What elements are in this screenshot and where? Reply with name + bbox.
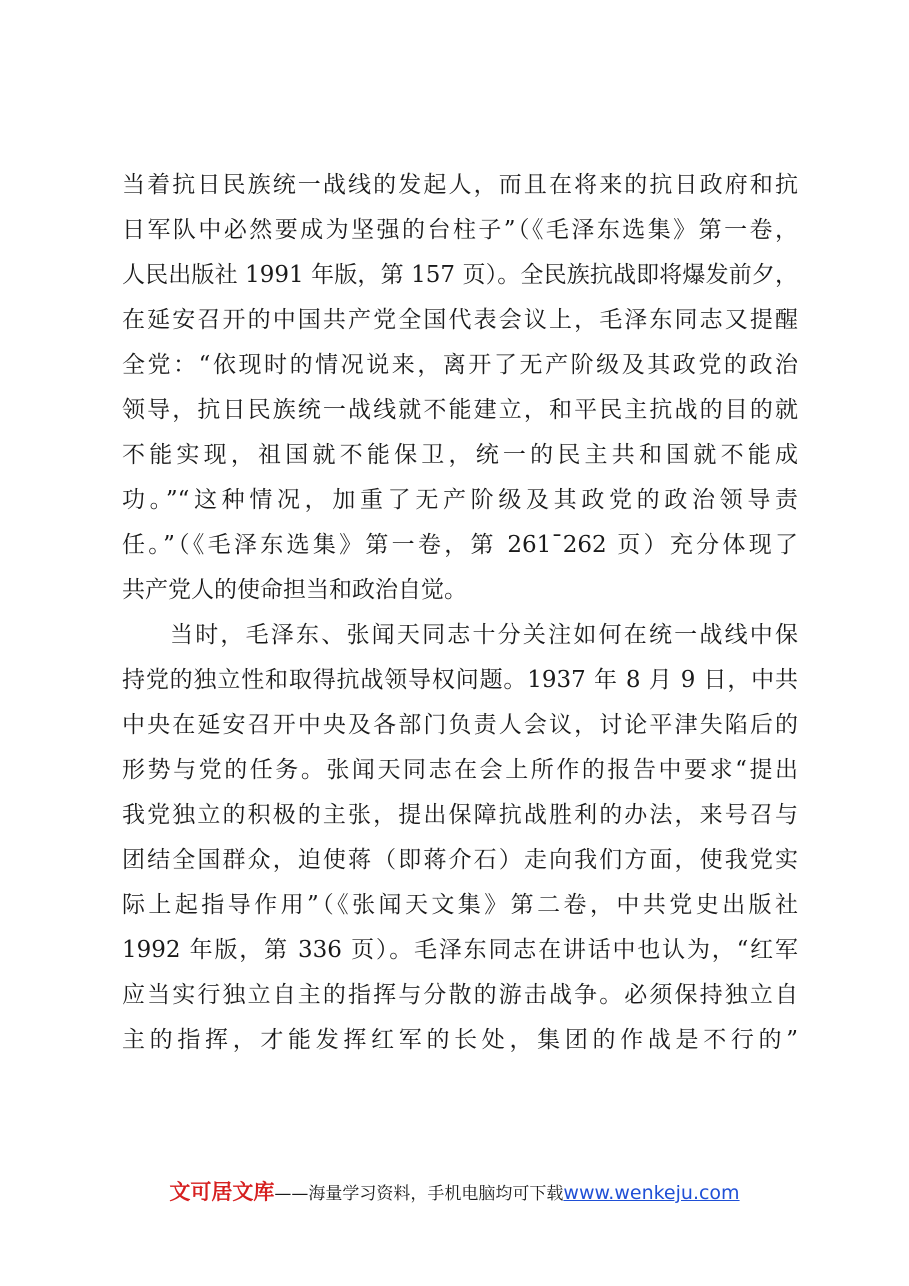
footer-brand: 文可居文库	[169, 1180, 275, 1204]
footer-url-link[interactable]: www.wenkeju.com	[563, 1182, 740, 1204]
text-line: 1992 年版，第 336 页）。毛泽东同志在讲话中也认为，“红军	[122, 937, 798, 963]
text-line: 形势与党的任务。张闻天同志在会上所作的报告中要求“提出	[122, 757, 798, 783]
paragraph-start-line: 当时，毛泽东、张闻天同志十分关注如何在统一战线中保	[170, 622, 798, 648]
text-line: 全党：“依现时的情况说来，离开了无产阶级及其政党的政治	[122, 352, 798, 378]
text-line: 中央在延安召开中央及各部门负责人会议，讨论平津失陷后的	[122, 712, 798, 738]
footer-tagline: ——海量学习资料，手机电脑均可下载	[274, 1184, 564, 1204]
text-line: 持党的独立性和取得抗战领导权问题。1937 年 8 月 9 日，中共	[122, 667, 798, 693]
text-line: 应当实行独立自主的指挥与分散的游击战争。必须保持独立自	[122, 982, 798, 1008]
text-line: 领导，抗日民族统一战线就不能建立，和平民主抗战的目的就	[122, 397, 798, 423]
text-line: 日军队中必然要成为坚强的台柱子”（《毛泽东选集》第一卷，	[122, 217, 798, 243]
paragraph-end-line: 共产党人的使命担当和政治自觉。	[122, 577, 467, 603]
text-line: 际上起指导作用”（《张闻天文集》第二卷，中共党史出版社	[122, 892, 798, 918]
text-line: 功。”“这种情况，加重了无产阶级及其政党的政治领导责	[122, 487, 798, 513]
text-line: 当着抗日民族统一战线的发起人，而且在将来的抗日政府和抗	[122, 172, 798, 198]
text-line: 任。”（《毛泽东选集》第一卷，第 261¯262 页）充分体现了	[122, 532, 798, 558]
text-line: 在延安召开的中国共产党全国代表会议上，毛泽东同志又提醒	[122, 307, 798, 333]
text-line: 我党独立的积极的主张，提出保障抗战胜利的办法，来号召与	[122, 802, 798, 828]
text-line: 不能实现，祖国就不能保卫，统一的民主共和国就不能成	[122, 442, 798, 468]
text-line: 团结全国群众，迫使蒋（即蒋介石）走向我们方面，使我党实	[122, 847, 798, 873]
text-line: 主的指挥，才能发挥红军的长处，集团的作战是不行的”	[122, 1027, 798, 1053]
text-line: 人民出版社 1991 年版，第 157 页）。全民族抗战即将爆发前夕，	[122, 262, 798, 288]
article-body	[122, 163, 798, 1063]
footer-banner	[0, 1176, 909, 1206]
